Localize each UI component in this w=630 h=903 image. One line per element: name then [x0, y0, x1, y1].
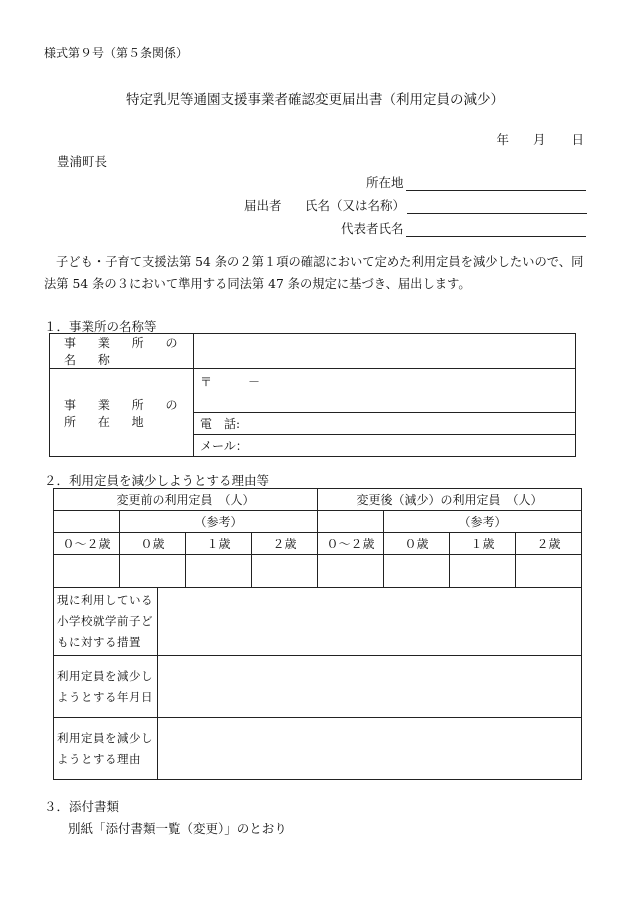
after-reference: （参考） — [384, 511, 582, 533]
reduction-reason-field[interactable] — [158, 718, 582, 780]
addressee: 豊浦町長 — [57, 154, 108, 169]
facility-name-label: 事 業 所 の 名 称 — [50, 334, 194, 369]
notifier-label: 届出者 — [244, 198, 282, 213]
postal-field[interactable] — [194, 369, 576, 413]
before-age-2: ２歳 — [252, 533, 318, 555]
name-field[interactable] — [305, 196, 587, 214]
after-header: 変更後（減少）の利用定員 （人） — [318, 489, 582, 511]
section3-heading: ３．添付書類 — [44, 799, 120, 814]
after-value-0-2[interactable] — [318, 555, 384, 588]
date-day: 日 — [571, 132, 584, 147]
before-reference: （参考） — [120, 511, 318, 533]
after-age-1: １歳 — [450, 533, 516, 555]
date-month: 月 — [532, 132, 546, 147]
representative-line — [406, 222, 586, 237]
reduction-date-field[interactable] — [158, 656, 582, 718]
reduction-reason-label: 利用定員を減少しようとする理由 — [54, 718, 158, 780]
postal-label: 〒 － — [200, 375, 261, 389]
after-value-0[interactable] — [384, 555, 450, 588]
name-line — [407, 199, 587, 214]
before-blank-cell — [54, 511, 120, 533]
date-year: 年 — [496, 132, 509, 147]
section1-heading: １．事業所の名称等 — [44, 319, 157, 334]
email-field[interactable] — [194, 435, 576, 457]
representative-field[interactable] — [341, 219, 586, 237]
before-age-0-2: ０～２歳 — [54, 533, 120, 555]
facility-table — [49, 333, 576, 457]
measures-label: 現に利用している小学校就学前子どもに対する措置 — [54, 588, 158, 656]
reduction-date-label: 利用定員を減少しようとする年月日 — [54, 656, 158, 718]
before-age-0: ０歳 — [120, 533, 186, 555]
after-value-1[interactable] — [450, 555, 516, 588]
after-age-0-2: ０～２歳 — [318, 533, 384, 555]
capacity-table — [53, 488, 582, 780]
form-number: 様式第９号（第５条関係） — [44, 46, 189, 60]
before-value-2[interactable] — [252, 555, 318, 588]
before-age-1: １歳 — [186, 533, 252, 555]
before-value-0-2[interactable] — [54, 555, 120, 588]
email-label: メール： — [200, 439, 248, 453]
before-value-0[interactable] — [120, 555, 186, 588]
name-label: 氏名（又は名称） — [305, 198, 406, 213]
representative-label: 代表者氏名 — [341, 221, 404, 236]
after-age-2: ２歳 — [516, 533, 582, 555]
date-row — [496, 130, 584, 148]
phone-label: 電 話: — [200, 417, 241, 431]
body-text: 子ども・子育て支援法第 54 条の２第１項の確認において定めた利用定員を減少したいので、同法第 54 条の３において準用する同法第 47 条の規定に基づき、届出します。 — [44, 255, 584, 291]
before-header: 変更前の利用定員 （人） — [54, 489, 318, 511]
facility-name-field[interactable] — [194, 334, 576, 369]
before-value-1[interactable] — [186, 555, 252, 588]
section2-heading: ２．利用定員を減少しようとする理由等 — [44, 473, 270, 488]
location-label: 所在地 — [366, 175, 404, 190]
document-title: 特定乳児等通園支援事業者確認変更届出書（利用定員の減少） — [126, 92, 504, 108]
measures-field[interactable] — [158, 588, 582, 656]
facility-address-label: 事 業 所 の 所 在 地 — [50, 369, 194, 457]
after-age-0: ０歳 — [384, 533, 450, 555]
after-blank-cell — [318, 511, 384, 533]
location-field[interactable] — [366, 173, 586, 191]
phone-field[interactable] — [194, 413, 576, 435]
attachments-text: 別紙「添付書類一覧（変更）」のとおり — [68, 821, 287, 836]
location-line — [406, 176, 586, 191]
after-value-2[interactable] — [516, 555, 582, 588]
